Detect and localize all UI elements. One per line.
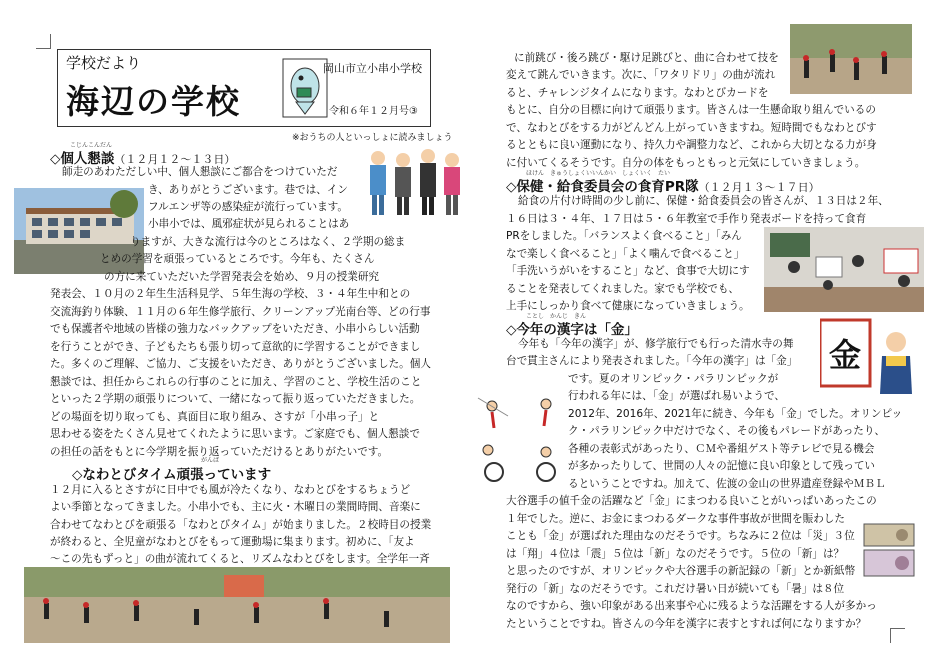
paragraph-jumprope-cont-line-3: ると、チャレンジタイムになります。なわとびカードを bbox=[506, 87, 769, 99]
new-banknotes-photo bbox=[862, 520, 916, 582]
paragraph-jumprope-cont-line-4: もとに、自分の目標に向けて頑張ります。皆さんは一生懸命取り組んでいるの bbox=[506, 104, 876, 116]
paragraph-kanji-line-12: ことも「金」が選ばれた理由なのだそうです。ちなみに２位は「災」３位 bbox=[506, 530, 855, 542]
kanji-gold-glyph: 金 bbox=[828, 336, 862, 374]
crop-mark-top-left bbox=[36, 34, 51, 49]
paragraph-jumprope-line-4: が終わると、全児童がなわとびをもって運動場に集まります。初めに、「友よ bbox=[50, 536, 415, 548]
food-pr-team-photo bbox=[764, 227, 924, 312]
paragraph-conference-line-10: でも保護者や地域の皆様の強力なバックアップをいただき、小串小らしい活動 bbox=[50, 323, 420, 335]
paragraph-conference-line-13: 懇談では、担任からこれらの行事のことに加え、学習のこと、学校生活のこと bbox=[50, 376, 422, 388]
paragraph-kanji-line-5: 2012年、2016年、2021年に続き、今年も「金」でした。オリンピッ bbox=[568, 408, 903, 420]
paragraph-jumprope-line-1: １２月に入るとさすがに日中でも風が冷たくなり、なわとびをするちょうど bbox=[50, 484, 411, 496]
paragraph-conference-line-7: の方に来ていただいた学習発表会を始め、９月の授業研究 bbox=[104, 271, 380, 283]
reading-note: ※おうちの人といっしょに読みましょう bbox=[292, 133, 453, 143]
paragraph-kanji-line-13: は「翔」４位は「震」５位は「新」なのだそうです。５位の「新」は？ bbox=[506, 548, 845, 560]
paragraph-kanji-line-9: るということですね。加えて、佐渡の金山の世界遺産登録やＭＢＬ bbox=[568, 478, 886, 490]
school-name: 岡山市立小串小学校 bbox=[323, 62, 422, 75]
masthead bbox=[57, 49, 431, 127]
fish-mascot-icon bbox=[282, 58, 328, 118]
section-heading-food-pr: ◇保健・給食委員会の食育PR隊（１２月１３～１７日） bbox=[506, 179, 820, 195]
paragraph-conference-line-12: た。多くのご理解、ご協力、ご支援をいただき、ありがとうございました。個人 bbox=[50, 358, 431, 370]
paragraph-food-pr-line-1: 給食の片付け時間の少し前に、保健・給食委員会の皆さんが、１３日は２年、 bbox=[518, 195, 889, 207]
jump-rope-time-photo bbox=[24, 567, 450, 643]
paragraph-kanji-line-2: 台で貫主さんにより発表されました。「今年の漢字」は「金」 bbox=[506, 355, 798, 367]
paragraph-jumprope-cont-line-1: に前跳び・後ろ跳び・駆け足跳びと、曲に合わせて技を bbox=[514, 52, 779, 64]
paragraph-conference-line-17: の担任の話をもとに今学期を振り返っていただけるとありがたいです。 bbox=[50, 446, 389, 458]
paragraph-conference-line-5: りますが、大きな流行は今のところはなく、２学期の総ま bbox=[130, 236, 406, 248]
paragraph-jumprope-cont-line-6: るとともに良い運動になり、持久力や調整力など、これから大切となる力が身 bbox=[506, 139, 877, 151]
paragraph-conference-line-11: を行うことができ、子どもたちも張り切って意欲的に学習することができまし bbox=[50, 341, 421, 353]
section-heading-jumprope: ◇なわとびタイム頑張っています bbox=[72, 467, 272, 483]
paragraph-conference-line-1: 師走のあわただしい中、個人懇談にご都合をつけていただ bbox=[62, 166, 338, 178]
paragraph-food-pr-line-7: 上手にしっかり食べて健康になっていきましょう。 bbox=[506, 300, 750, 312]
paragraph-kanji-line-10: 大谷選手の値千金の活躍など「金」にまつわる良いことがいっぱいあったこの bbox=[506, 495, 877, 507]
paragraph-kanji-line-8: が多かったりして、世間の人々の記憶に良い印象として残ってい bbox=[568, 460, 876, 472]
jumprope-playground-photo bbox=[790, 24, 912, 94]
paragraph-kanji-line-14: と思ったのですが、オリンピックや大谷選手の新記録の「新」とか新紙幣 bbox=[506, 565, 856, 577]
athletes-illustration bbox=[474, 392, 568, 486]
paragraph-conference-line-4: 小串小では、風邪症状が見られることはあ bbox=[148, 218, 350, 230]
ruby-kanji: ことし かんじ きん bbox=[526, 313, 587, 320]
paragraph-kanji-line-4: 行われる年には、「金」が選ばれ易いようで、 bbox=[568, 390, 785, 402]
paragraph-conference-line-14: といった２学期の頑張りについて、一緒になって振り返っていただきました。 bbox=[50, 393, 421, 405]
paragraph-jumprope-cont-line-5: で、なわとびをする力がどんどん上がっていきますね。短時間でもなわとびす bbox=[506, 122, 877, 134]
newsletter-series: 学校だより bbox=[66, 54, 142, 72]
paragraph-jumprope-line-2: よい季節となってきました。小串小でも、主に火・木曜日の業間時間、音楽に bbox=[50, 501, 421, 513]
paragraph-food-pr-line-2: １６日は３・４年、１７日は５・６年教室で手作り発表ボードを持って食育 bbox=[506, 213, 867, 225]
paragraph-jumprope-line-3: 合わせてなわとびを頑張る「なわとびタイム」が始まりました。２校時目の授業 bbox=[50, 519, 432, 531]
paragraph-conference-line-16: 思わせる姿をたくさん見せてくれたように思います。ご家庭でも、個人懇談で bbox=[50, 428, 420, 440]
paragraph-food-pr-line-5: 「手洗いうがいをすること」など、食事で大切にす bbox=[506, 265, 750, 277]
paragraph-kanji-line-3: です。夏のオリンピック・パラリンピックが bbox=[568, 373, 779, 385]
paragraph-food-pr-line-4: なで楽しく食べること」「よく噛んで食べること」 bbox=[506, 248, 745, 260]
paragraph-kanji-line-15: 発行の「新」なのだそうです。これだけ暑い日が続いても「暑」は８位 bbox=[506, 583, 845, 595]
paragraph-conference-line-9: 交流海釣り体験、１１月の６年生修学旅行、クリーンアップ光南台等、どの行事 bbox=[50, 306, 431, 318]
ruby-jumprope: がんば bbox=[201, 457, 220, 464]
paragraph-kanji-line-6: ク・パラリンピック中だけでなく、その後もパレードがあったり、 bbox=[568, 425, 886, 437]
ruby-food-pr: ほけん きゅうしょくいいんかい しょくいく たい bbox=[526, 170, 671, 177]
paragraph-conference-line-15: どの場面を切り取っても、真面目に取り組み、さすが「小串っ子」と bbox=[50, 411, 380, 423]
paragraph-jumprope-cont-line-7: に付いてくるそうです。自分の体をもっともっと元気にしていきましょう。 bbox=[506, 157, 866, 169]
newsletter-title: 海辺の学校 bbox=[66, 82, 241, 121]
teachers-illustration bbox=[366, 144, 464, 220]
paragraph-conference-line-3: フルエンザ等の感染症が流行っています。 bbox=[148, 201, 349, 213]
paragraph-kanji-line-7: 各種の表彰式があったり、ＣＭや番組ゲスト等テレビで見る機会 bbox=[568, 443, 875, 455]
paragraph-kanji-line-16: なのですから、強い印象がある出来事や心に残るような活躍をする人が多かっ bbox=[506, 600, 877, 612]
ruby-conference: こじんこんだん bbox=[70, 142, 113, 149]
paragraph-jumprope-cont-line-2: 変えて跳んでいきます。次に、「ワタリドリ」の曲が流れ bbox=[506, 69, 776, 81]
paragraph-kanji-line-1: 今年も「今年の漢字」が、修学旅行でも行った清水寺の舞 bbox=[518, 338, 794, 350]
kanji-of-the-year-illustration bbox=[820, 318, 916, 402]
paragraph-kanji-line-11: １年でした。逆に、お金にまつわるダークな事件事故が世間を賑わした bbox=[506, 513, 845, 525]
paragraph-conference-line-6: とめの学習を頑張っているところです。今年も、たくさん bbox=[100, 253, 375, 265]
section-heading-kanji: ◇今年の漢字は「金」 bbox=[506, 322, 638, 338]
paragraph-food-pr-line-3: PRをしました。「バランスよく食べること」「みん bbox=[506, 230, 742, 242]
paragraph-food-pr-line-6: ることを発表してくれました。家でも学校でも、 bbox=[506, 283, 740, 295]
paragraph-jumprope-line-5: ～この先もずっと」の曲が流れてくると、リズムなわとびをします。全学年一斉 bbox=[50, 553, 430, 565]
issue-number: 令和６年１２月号③ bbox=[329, 106, 418, 117]
section-heading-conference: ◇個人懇談（１２月１２～１３日） bbox=[50, 151, 236, 167]
paragraph-conference-line-2: き、ありがとうございます。巷では、イン bbox=[148, 184, 349, 196]
paragraph-conference-line-8: 発表会、１０月の２年生生活科見学、５年生海の学校、３・４年生中和との bbox=[50, 288, 411, 300]
paragraph-kanji-line-17: たということですね。皆さんの今年を漢字に表すとすれば何になりますか？ bbox=[506, 618, 867, 630]
